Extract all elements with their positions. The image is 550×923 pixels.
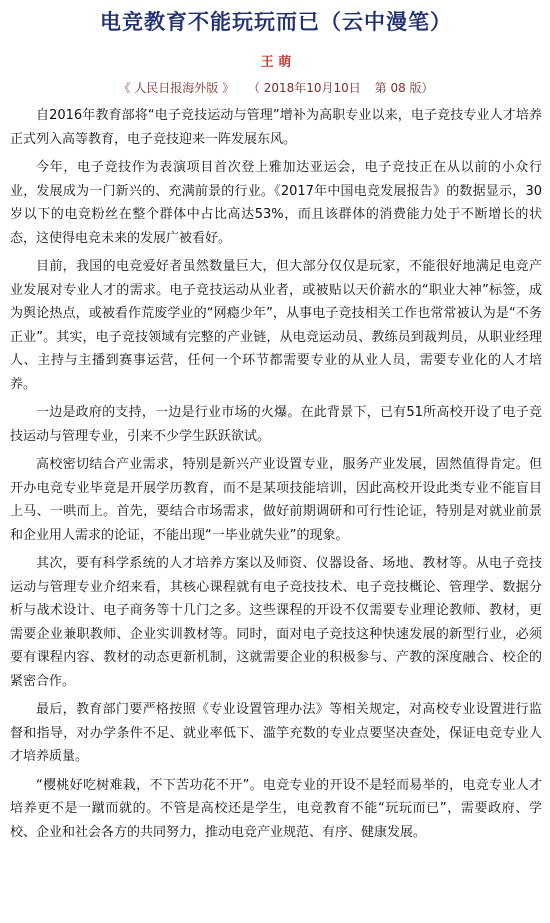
paragraph: 自2016年教育部将“电子竞技运动与管理”增补为高职专业以来，电子竞技专业人才培养正式列入高等教育，电子竞技迎来一阵发展东风。 xyxy=(10,108,542,147)
article-title: 电竞教育不能玩玩而已（云中漫笔） xyxy=(100,10,452,34)
page-number: 第 08 版） xyxy=(374,81,434,95)
paragraph: “樱桃好吃树难栽，不下苦功花不开”。电竞专业的开设不是轻而易举的，电竞专业人才培养更不是一蹴而就的。不管是高校还是学生，电竞教育不能“玩玩而已”，需要政府、学校、企业和社会各方的共同努力，推动电竞产业规范、有序、健康发展。 xyxy=(10,777,542,840)
paragraph: 一边是政府的支持，一边是行业市场的火爆。在此背景下，已有51所高校开设了电子竞技运动与管理专业，引来不少学生跃跃欲试。 xyxy=(10,405,542,444)
article-body xyxy=(10,104,542,844)
paragraph: 目前，我国的电竞爱好者虽然数量巨大，但大部分仅仅是玩家，不能很好地满足电竞产业发展对专业人才的需求。电子竞技运动从业者，或被贴以天价薪水的“职业大神”标签，成为舆论热点，或被看作荒废学业的“网瘾少年”，从事电子竞技相关工作也常常被认为是“不务正业”。其实，电子竞技领域有完整的产业链，从电竞运动员、教练员到裁判员，从职业经理人、主持与主播到赛事运营，任何一个环节都需要专业的从业人员，需要专业化的人才培养。 xyxy=(10,259,542,392)
paragraph: 高校密切结合产业需求，特别是新兴产业设置专业，服务产业发展，固然值得肯定。但开办电竞专业毕竟是开展学历教育，而不是某项技能培训，因此高校开设此类专业不能盲目上马、一哄而上。首先，要结合市场需求，做好前期调研和可行性论证，特别是对就业前景和企业用人需求的论证，不能出现“一毕业就失业”的现象。 xyxy=(10,457,542,543)
source-line xyxy=(10,78,542,98)
paragraph: 最后，教育部门要严格按照《专业设置管理办法》等相关规定，对高校专业设置进行监督和指导，对办学条件不足、就业率低下、滥竽充数的专业点要坚决查处，保证电竞专业人才培养质量。 xyxy=(10,702,542,764)
paragraph: 今年，电子竞技作为表演项目首次登上雅加达亚运会，电子竞技正在从以前的小众行业，发展成为一门新兴的、充满前景的行业。《2017年中国电竞发展报告》的数据显示，30岁以下的电竞粉丝在整个群体中占比高达53%，而且该群体的消费能力处于不断增长的状态，这使得电竞未来的发展广被看好。 xyxy=(10,160,542,246)
publication-date: （ 2018年10月10日 xyxy=(247,81,361,95)
paragraph: 其次，要有科学系统的人才培养方案以及师资、仪器设备、场地、教材等。从电子竞技运动与管理专业介绍来看，其核心课程就有电子竞技技术、电子竞技概论、管理学、数据分析与战术设计、电子商务等十几门之多。这些课程的开设不仅需要专业理论教师、教材，更需要企业兼职教师、企业实训教材等。同时，面对电子竞技这种快速发展的新型行业，必须要有课程内容、教材的动态更新机制，这就需要企业的积极参与、产教的深度融合、校企的紧密合作。 xyxy=(10,556,542,689)
article-author: 王 萌 xyxy=(260,55,292,70)
publication-name: 《 人民日报海外版 》 xyxy=(118,81,235,95)
